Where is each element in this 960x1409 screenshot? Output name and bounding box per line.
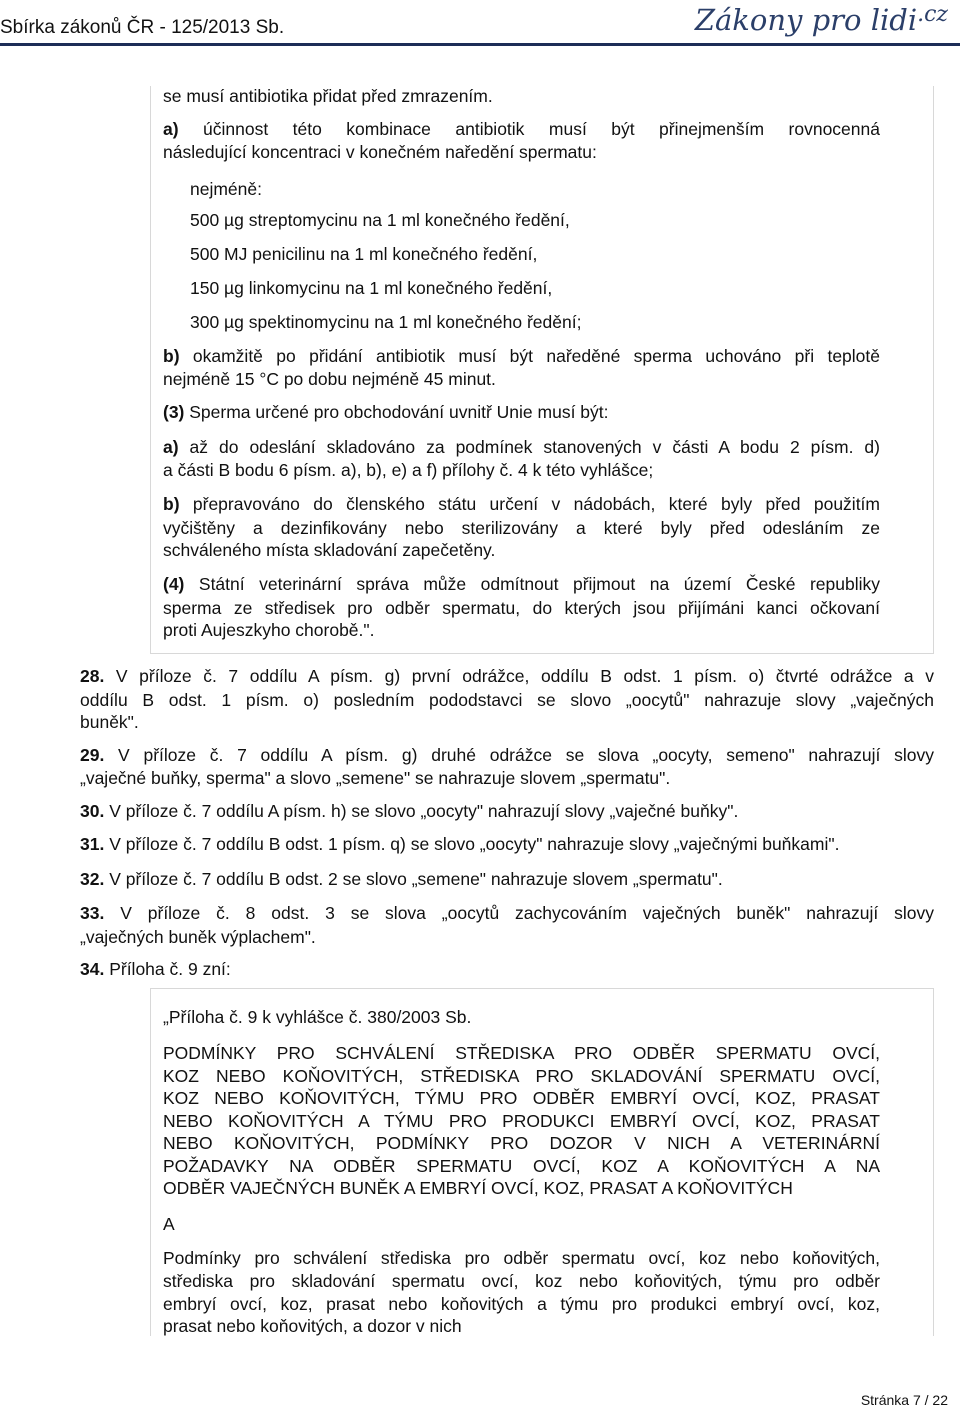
clause-label: a): [163, 119, 179, 139]
paragraph-text-cont: sperma ze středisek pro odběr spermatu, do kterých jsou přijímáni kanci očkovaní: [163, 598, 880, 618]
paragraph-4: [163, 572, 880, 596]
annex-heading-line: POŽADAVKY NA ODBĚR SPERMATU OVCÍ, KOZ A KOŇOVITÝCH A NA: [163, 1156, 880, 1176]
annex-title: „Příloha č. 9 k vyhlášce č. 380/2003 Sb.: [163, 1007, 472, 1027]
clause-text-cont: následující koncentraci v konečném naředění spermatu:: [163, 142, 597, 162]
clause-text: účinnost této kombinace antibiotik musí být přinejmenším rovnocenná: [178, 119, 880, 139]
clause-text: přepravováno do členského státu určení v nádobách, které byly před použitím: [179, 494, 880, 514]
annex-heading-line: KOZ NEBO KOŇOVITÝCH, TÝMU PRO ODBĚR EMBRYÍ OVCÍ, KOZ, PRASAT: [163, 1088, 880, 1108]
quote-text-line: se musí antibiotika přidat před zmrazením.: [163, 86, 493, 106]
annex-heading-line: ODBĚR VAJEČNÝCH BUNĚK A EMBRYÍ OVCÍ, KOZ, PRASAT A KOŇOVITÝCH: [163, 1178, 793, 1198]
point-text: V příloze č. 7 oddílu A písm. g) první odrážce, oddílu B odst. 1 písm. o) čtvrté odrážce a v: [104, 666, 934, 686]
clause-b: [163, 344, 880, 368]
section-text: Podmínky pro schválení střediska pro odběr spermatu ovcí, koz nebo koňovitých,: [163, 1248, 880, 1268]
list-item: 500 µg streptomycinu na 1 ml konečného ředění,: [190, 210, 570, 230]
point-text-cont: buněk".: [80, 712, 139, 732]
paragraph-text: Sperma určené pro obchodování uvnitř Unie musí být:: [184, 402, 609, 422]
point-text: V příloze č. 7 oddílu B odst. 1 písm. q) se slovo „oocyty" nahrazuje slovy „vaječnými buňkami".: [104, 834, 840, 854]
clause-text-cont: schváleného místa skladování zapečetěny.: [163, 540, 496, 560]
clause-text: okamžitě po přidání antibiotik musí být naředěné sperma uchováno při teplotě: [179, 346, 880, 366]
point-text-cont: oddílu B odst. 1 písm. o) posledním pododstavci se slovo „oocytů" nahrazuje slovy „vaječných: [80, 690, 934, 710]
annex-heading-line: NEBO KOŇOVITÝCH A TÝMU PRO PRODUKCI EMBRYÍ OVCÍ, KOZ, PRASAT: [163, 1111, 880, 1131]
clause-text: až do odeslání skladováno za podmínek stanovených v části A bodu 2 písm. d): [178, 437, 880, 457]
annex-heading-line: KOZ NEBO KOŇOVITÝCH, STŘEDISKA PRO SKLADOVÁNÍ SPERMATU OVCÍ,: [163, 1066, 880, 1086]
clause-text-cont: vyčištěny a dezinfikovány nebo sterilizovány a které byly před odesláním ze: [163, 518, 880, 538]
paragraph-label: (3): [163, 402, 185, 422]
logo-suffix: .cz: [917, 2, 948, 27]
point-number: 31.: [80, 834, 105, 854]
point-text-cont: „vaječných buněk výplachem".: [80, 927, 316, 947]
paragraph-3: [163, 401, 609, 423]
point-text: V příloze č. 8 odst. 3 se slova „oocytů zachycováním vaječných buněk" nahrazují slovy: [104, 903, 934, 923]
header-divider: [0, 43, 960, 46]
point-34: [80, 958, 231, 980]
point-text-cont: „vaječné buňky, sperma" a slovo „semene" se nahrazuje slovem „spermatu".: [80, 768, 671, 788]
point-number: 33.: [80, 903, 105, 923]
point-29: [80, 743, 934, 767]
logo-text: Zákony pro lidi: [694, 3, 918, 37]
clause-a: [163, 117, 880, 141]
document-title: Sbírka zákonů ČR - 125/2013 Sb.: [0, 17, 285, 38]
point-text: V příloze č. 7 oddílu B odst. 2 se slovo „semene" nahrazuje slovem „spermatu".: [104, 869, 723, 889]
annex-heading-line: PODMÍNKY PRO SCHVÁLENÍ STŘEDISKA PRO ODBĚR SPERMATU OVCÍ,: [163, 1043, 880, 1063]
annex-heading-line: NEBO KOŇOVITÝCH, PODMÍNKY PRO DOZOR V NICH A VETERINÁRNÍ: [163, 1133, 880, 1153]
point-number: 32.: [80, 869, 105, 889]
section-text: prasat nebo koňovitých, a dozor v nich: [163, 1316, 462, 1336]
clause-text-cont: nejméně 15 °C po dobu nejméně 45 minut.: [163, 369, 496, 389]
point-text: V příloze č. 7 oddílu A písm. h) se slovo „oocyty" nahrazují slovy „vaječné buňky".: [104, 801, 739, 821]
clause-text-cont: a části B bodu 6 písm. a), b), e) a f) přílohy č. 4 k této vyhlášce;: [163, 460, 654, 480]
list-item: 150 µg linkomycinu na 1 ml konečného ředění,: [190, 278, 553, 298]
section-text: embryí ovcí, koz, prasat nebo koňovitých a týmu pro produkci embryí ovcí, koz,: [163, 1294, 880, 1314]
point-28: [80, 664, 934, 688]
point-text: V příloze č. 7 oddílu A písm. g) druhé odrážce se slova „oocyty, semeno" nahrazují slovy: [104, 745, 934, 765]
site-logo[interactable]: [695, 2, 948, 37]
paragraph-label: (4): [163, 574, 185, 594]
point-number: 28.: [80, 666, 105, 686]
paragraph-text: Státní veterinární správa může odmítnout přijmout na území České republiky: [184, 574, 880, 594]
point-number: 29.: [80, 745, 105, 765]
list-item: 500 MJ penicilinu na 1 ml konečného ředění,: [190, 244, 538, 264]
point-number: 34.: [80, 959, 105, 979]
section-letter: A: [163, 1214, 175, 1234]
point-text: Příloha č. 9 zní:: [104, 959, 231, 979]
clause-label: a): [163, 437, 179, 457]
point-33: [80, 901, 934, 925]
clause-label: b): [163, 494, 180, 514]
point-31: [80, 833, 839, 855]
point-30: [80, 800, 738, 822]
paragraph-text-cont: proti Aujeszkyho chorobě.".: [163, 620, 375, 640]
point-number: 30.: [80, 801, 105, 821]
clause-label: b): [163, 346, 180, 366]
clause-3b: [163, 492, 880, 516]
clause-3a: [163, 435, 880, 459]
list-item: 300 µg spektinomycinu na 1 ml konečného ředění;: [190, 312, 582, 332]
page-number: Stránka 7 / 22: [860, 1392, 948, 1408]
section-text: střediska pro skladování spermatu ovcí, koz nebo koňovitých, týmu pro odběr: [163, 1271, 880, 1291]
list-heading: nejméně:: [190, 179, 262, 199]
point-32: [80, 868, 723, 890]
